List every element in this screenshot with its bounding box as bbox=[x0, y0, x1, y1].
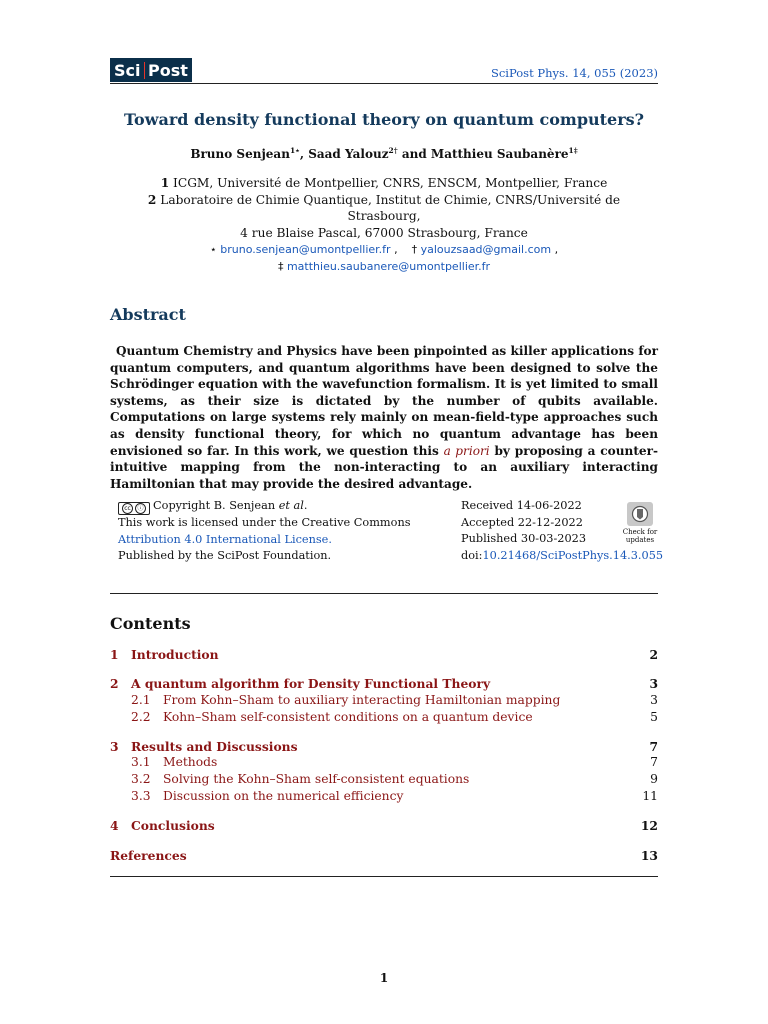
author-name: Matthieu Saubanère bbox=[430, 147, 569, 161]
cc-by-icon[interactable] bbox=[118, 502, 150, 515]
page-header bbox=[110, 58, 658, 84]
header-rule bbox=[110, 83, 658, 84]
doi-prefix: doi: bbox=[461, 548, 483, 562]
toc-label: References bbox=[110, 848, 187, 863]
toc-page: 12 bbox=[640, 818, 658, 833]
accepted-date: Accepted 22-12-2022 bbox=[461, 515, 583, 529]
toc-number: 4 bbox=[110, 818, 119, 833]
toc-page: 7 bbox=[650, 755, 658, 769]
toc-page: 2 bbox=[649, 647, 658, 662]
copyright-italic: et al bbox=[278, 499, 304, 512]
copyright-suffix: . bbox=[303, 499, 308, 512]
toc-page: 9 bbox=[650, 772, 658, 786]
abstract-body bbox=[110, 343, 658, 492]
affiliation-line bbox=[110, 175, 658, 192]
toc-entry[interactable] bbox=[110, 818, 658, 834]
logo-post: Post bbox=[148, 60, 188, 80]
toc-entry[interactable] bbox=[110, 789, 658, 805]
toc-page: 13 bbox=[640, 848, 658, 863]
author-emails bbox=[110, 242, 658, 275]
received-date: Received 14-06-2022 bbox=[461, 499, 582, 512]
toc-entry[interactable] bbox=[110, 676, 658, 692]
affiliation-number: 1 bbox=[160, 176, 170, 190]
email-link-senjean[interactable]: bruno.senjean@umontpellier.fr bbox=[220, 243, 391, 256]
publisher-text: Published by the SciPost Foundation. bbox=[118, 549, 332, 562]
toc-entry[interactable] bbox=[110, 848, 658, 864]
affiliations bbox=[110, 175, 658, 241]
toc-label: From Kohn–Sham to auxiliary interacting Hamiltonian mapping bbox=[163, 693, 561, 707]
toc-entry[interactable] bbox=[110, 710, 658, 726]
toc-label: Conclusions bbox=[131, 818, 215, 833]
affiliation-line bbox=[110, 192, 658, 225]
toc-label: Solving the Kohn–Sham self-consistent equations bbox=[163, 772, 470, 786]
logo-separator bbox=[144, 62, 146, 79]
abstract-heading: Abstract bbox=[110, 305, 186, 324]
email-separator: , bbox=[551, 243, 559, 256]
toc-page: 11 bbox=[642, 789, 658, 803]
section-rule bbox=[110, 593, 658, 594]
paper-title: Toward density functional theory on quantum computers? bbox=[123, 110, 645, 129]
toc-number: 3 bbox=[110, 739, 119, 754]
toc-entry[interactable] bbox=[110, 693, 658, 709]
by-person-icon: ⓘ bbox=[135, 503, 146, 514]
toc-label: Kohn–Sham self-consistent conditions on a quantum device bbox=[163, 710, 533, 724]
affiliation-line bbox=[110, 225, 658, 242]
toc-number: 3.2 bbox=[131, 772, 151, 786]
toc-page: 5 bbox=[650, 710, 658, 724]
check-for-updates-button[interactable] bbox=[620, 502, 660, 544]
author-name: Saad Yalouz bbox=[308, 147, 389, 161]
toc-label: Discussion on the numerical efficiency bbox=[163, 789, 404, 803]
toc-entry[interactable] bbox=[110, 755, 658, 771]
author-affil-mark: 1‡ bbox=[568, 146, 578, 155]
license-text: This work is licensed under the Creative Commons bbox=[118, 516, 411, 529]
toc-label: Results and Discussions bbox=[131, 739, 298, 754]
author-separator: , bbox=[299, 147, 309, 161]
abstract-italic: a priori bbox=[443, 443, 490, 458]
ddagger-mark: ‡ bbox=[277, 259, 284, 273]
affiliation-text: Laboratoire de Chimie Quantique, Institut de Chimie, CNRS/Université de Strasbourg, bbox=[156, 192, 621, 223]
cc-icon: cc bbox=[122, 503, 133, 514]
author-affil-mark: 1⋆ bbox=[289, 146, 300, 155]
email-link-saubanere[interactable]: matthieu.saubanere@umontpellier.fr bbox=[286, 259, 491, 273]
toc-entry[interactable] bbox=[110, 647, 658, 663]
toc-label: Methods bbox=[163, 755, 218, 769]
star-mark: ⋆ bbox=[209, 243, 217, 256]
toc-label: A quantum algorithm for Density Functional Theory bbox=[131, 676, 491, 691]
license-block bbox=[118, 498, 418, 565]
toc-entry[interactable] bbox=[110, 739, 658, 755]
toc-page: 3 bbox=[649, 676, 658, 691]
affiliation-number: 2 bbox=[147, 192, 157, 207]
scipost-logo[interactable] bbox=[110, 58, 192, 82]
toc-number: 3.3 bbox=[131, 789, 151, 803]
affiliation-text: 4 rue Blaise Pascal, 67000 Strasbourg, France bbox=[240, 225, 528, 240]
email-separator: , bbox=[390, 243, 412, 256]
contents-heading: Contents bbox=[110, 614, 191, 633]
published-date: Published 30-03-2023 bbox=[461, 532, 587, 545]
check-updates-icon bbox=[627, 502, 653, 526]
toc-number: 2.1 bbox=[131, 693, 151, 707]
toc-page: 3 bbox=[650, 693, 658, 707]
journal-reference-link[interactable]: SciPost Phys. 14, 055 (2023) bbox=[490, 66, 658, 80]
toc-label: Introduction bbox=[131, 647, 219, 662]
email-link-yalouz[interactable]: yalouzsaad@gmail.com bbox=[420, 243, 552, 256]
toc-number: 3.1 bbox=[131, 755, 151, 769]
toc-entry[interactable] bbox=[110, 772, 658, 788]
page-number: 1 bbox=[379, 971, 389, 985]
author-separator: and bbox=[397, 147, 431, 161]
author-affil-mark: 2† bbox=[388, 146, 398, 155]
author-name: Bruno Senjean bbox=[190, 147, 290, 161]
doi-link[interactable]: 10.21468/SciPostPhys.14.3.055 bbox=[482, 548, 664, 562]
logo-sci: Sci bbox=[114, 60, 141, 80]
check-updates-label: updates bbox=[625, 536, 655, 544]
abstract-text: by proposing a counter-intuitive mapping from the non-interacting to an auxiliary interacting Hamiltonian that may provide the desired advantage. bbox=[110, 443, 658, 491]
dagger-mark: † bbox=[411, 243, 418, 256]
toc-number: 2.2 bbox=[131, 710, 151, 724]
author-list bbox=[110, 146, 658, 161]
check-updates-label: Check for bbox=[622, 528, 658, 536]
license-link[interactable]: Attribution 4.0 International License. bbox=[118, 532, 332, 546]
toc-page: 7 bbox=[649, 739, 658, 754]
toc-number: 1 bbox=[110, 647, 119, 662]
toc-number: 2 bbox=[110, 676, 119, 691]
copyright-text: Copyright B. Senjean bbox=[153, 499, 279, 512]
affiliation-text: ICGM, Université de Montpellier, CNRS, ENSCM, Montpellier, France bbox=[169, 176, 608, 190]
abstract-text: Quantum Chemistry and Physics have been pinpointed as killer applications for quantum computers, and quantum algorithms have been designed to solve the Schrödinger equation with the wavefunction formalism. It is yet limited to small systems, as their size is dictated by the number of qubits available. Computations on large systems rely mainly on mean-field-type approaches such as density functional theory, for which no quantum advantage has been envisioned so far. In this work, we question this bbox=[110, 344, 658, 458]
contents-bottom-rule bbox=[110, 876, 658, 877]
